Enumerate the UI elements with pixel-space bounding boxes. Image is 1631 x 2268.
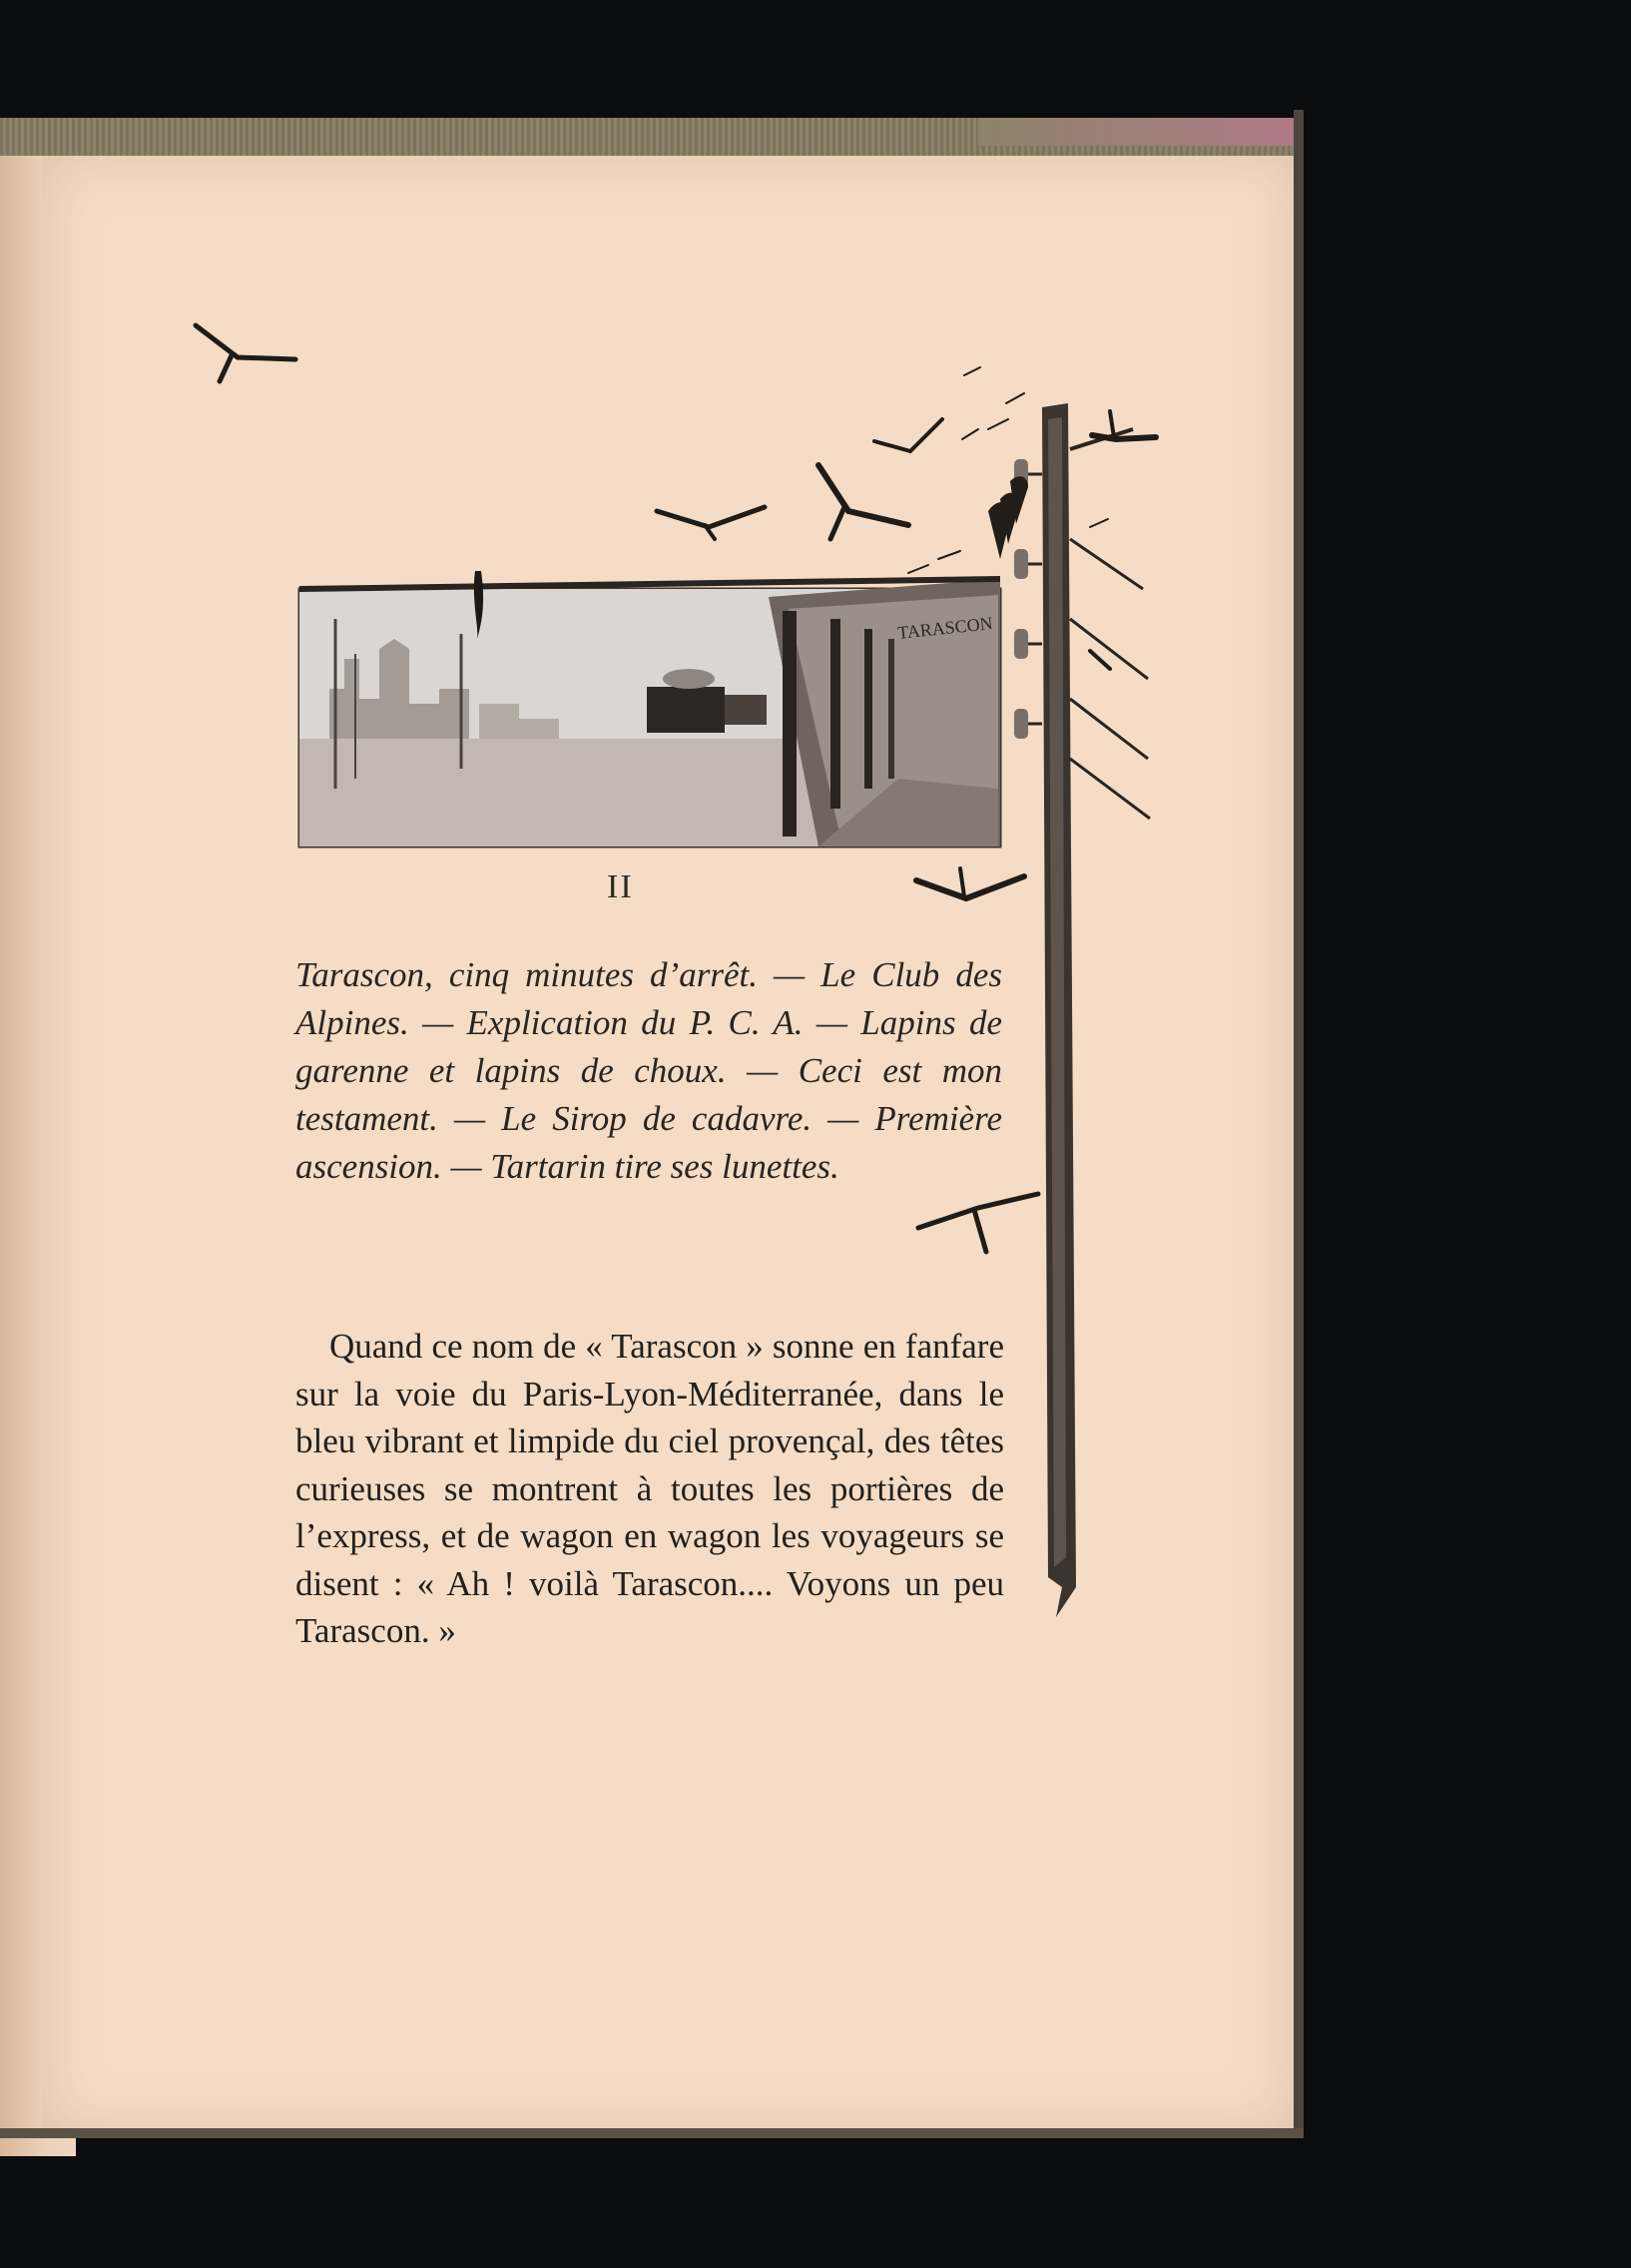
station-sign: TARASCON <box>896 613 994 643</box>
body-paragraph-text: Quand ce nom de « Tarascon » sonne en fanfare sur la voie du Paris-Lyon-Méditerranée, dans le bleu vibrant et limpide du ciel provençal, des têtes curieuses se montrent à toutes les portières de l’express, et de wagon en wagon les voyageurs se disent : « Ah ! voilà Tarascon.... Voyons un peu Tarascon. » <box>295 1327 1004 1650</box>
chapter-number: II <box>607 868 634 905</box>
station-vignette <box>299 571 1000 847</box>
body-paragraph <box>295 1323 1004 1655</box>
telegraph-pole <box>988 403 1150 1617</box>
chapter-summary: Tarascon, cinq minutes d’arrêt. — Le Club des Alpines. — Explication du P. C. A. — Lapins de garenne et lapins de choux. — Ceci est mon testament. — Le Sirop de cadavre. — Première ascension. — Tartarin tire ses lunettes. <box>295 955 1002 1186</box>
